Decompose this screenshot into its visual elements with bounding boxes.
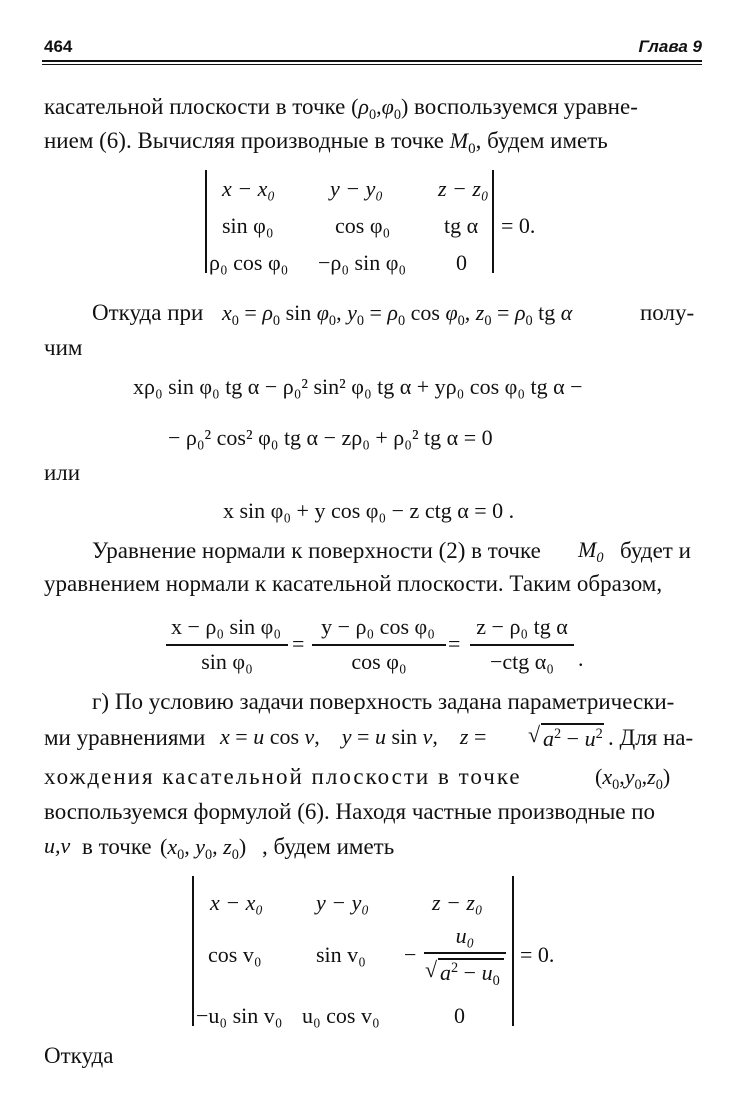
- para4-line2: уравнением нормали к касательной плоскости. Таким образом,: [44, 571, 663, 596]
- para5-line5-a: в точке: [82, 834, 152, 859]
- det2-r3c3: 0: [454, 1003, 465, 1028]
- para3-word: или: [44, 460, 81, 485]
- para5-vars: u,v: [44, 833, 71, 858]
- para4-line1-a: Уравнение нормали к поверхности (2) в точке: [92, 538, 541, 563]
- eq4-eq2: =: [448, 631, 461, 656]
- para1-line1: касательной плоскости в точке $(\rho_0,\varphi_0)$ воспользуемся уравне-: [44, 94, 638, 123]
- para4-line1-b: будет и: [620, 538, 691, 563]
- det1-equals: = 0.: [501, 213, 536, 238]
- det2-r3c1: −u₀ sin v₀: [196, 1003, 283, 1028]
- det1-r2c3: tg α: [444, 213, 479, 238]
- eq4-num2: y − ρ₀ cos φ₀: [321, 614, 435, 639]
- eq4-num1: x − ρ₀ sin φ₀: [170, 614, 282, 639]
- para5-sqrt-sign: √: [528, 722, 541, 747]
- det2-sqrt-arg: $a^2 - u_0$: [440, 960, 500, 989]
- det1-r3c2: −ρ₀ sin φ₀: [318, 250, 407, 275]
- det2-equals: = 0.: [520, 942, 555, 967]
- det1-left-bar: [205, 170, 207, 273]
- det2-r1c1: x − x₀: [210, 890, 264, 915]
- para1-line2: нием (6). Вычисляя производные в точке $M_0$, будем иметь: [44, 128, 608, 158]
- page-number: 464: [44, 37, 73, 56]
- eq2-line2: − ρ₀² cos² φ₀ tg α − zρ₀ + ρ₀² tg α = 0: [168, 425, 493, 450]
- det2-right-bar: [512, 876, 514, 1026]
- para1-line1-text-b: воспользуемся уравне-: [408, 94, 638, 119]
- det1-right-bar: [492, 170, 494, 273]
- det2-sqrt-sign: √: [425, 957, 438, 982]
- det2-left-bar: [192, 876, 194, 1026]
- header-rule-thin: [42, 64, 702, 65]
- para1-line2-text-a: нием (6). Вычисляя производные в точке: [44, 128, 450, 153]
- det1-r2c1: sin φ₀: [222, 213, 274, 238]
- det1-r3c3: 0: [456, 250, 467, 275]
- para5-line4: воспользуемся формулой (6). Находя частные производные по: [44, 799, 656, 824]
- eq4-den2: cos φ₀: [351, 649, 407, 674]
- eq4-num3: z − ρ₀ tg α: [476, 614, 568, 639]
- para5-line3-a: хождения касательной плоскости в точке: [44, 764, 522, 789]
- det1-r2c2: cos φ₀: [335, 213, 391, 238]
- det1-r1c1: x − x₀: [222, 176, 276, 201]
- para5-param-eqs: x = u cos v, y = u sin v, z =: [220, 724, 487, 749]
- eq4-eq1: =: [292, 631, 305, 656]
- eq3-formula: x sin φ₀ + y cos φ₀ − z ctg α = 0 .: [223, 498, 515, 523]
- det2-r1c3: z − z₀: [432, 890, 483, 915]
- para5-line5-b: , будем иметь: [262, 834, 395, 859]
- det1-r1c3: z − z₀: [438, 176, 489, 201]
- para2-conditions: $x_0 = \rho_0$ $\sin \varphi_0$, $y_0 = \rho_0$ $\cos \varphi_0$, $z_0 = \rho_0$ tg α: [222, 300, 573, 329]
- para2-line2: чим: [44, 335, 83, 360]
- para5-sqrt-bar: [541, 723, 604, 725]
- det2-r1c2: y − y₀: [316, 890, 370, 915]
- para1-line2-text-b: , будем иметь: [475, 128, 608, 153]
- det2-r2c1: cos v₀: [208, 942, 262, 967]
- header-rule-thick: [42, 60, 702, 62]
- para2-lead: Откуда при: [92, 300, 204, 325]
- para2-trail: полу-: [640, 300, 695, 325]
- para5-line2-a: ми уравнениями: [44, 725, 206, 750]
- det2-r2c3-num: u₀: [455, 923, 475, 948]
- det2-r2c3-minus: −: [404, 942, 417, 967]
- para1-line1-text-a: касательной плоскости в точке: [44, 94, 352, 119]
- para5-point2: ($x_0$, $y_0$, $z_0$): [160, 834, 247, 863]
- para5-point: $(x_0,y_0,z_0)$: [595, 764, 671, 793]
- det2-r2c3-fracline: [424, 952, 506, 954]
- para6-word: Откуда: [44, 1043, 114, 1068]
- eq4-fracline2: [312, 644, 446, 646]
- para5-line2-b: . Для на-: [608, 725, 694, 750]
- chapter-title: Глава 9: [638, 37, 702, 56]
- para5-line1: г) По условию задачи поверхность задана параметрически-: [92, 689, 675, 714]
- eq2-line1: xρ₀ sin φ₀ tg α − ρ₀² sin² φ₀ tg α + yρ₀ cos φ₀ tg α −: [133, 374, 583, 399]
- det1-r3c1: ρ₀ cos φ₀: [209, 250, 289, 275]
- det2-r3c2: u₀ cos v₀: [302, 1003, 380, 1028]
- eq4-period: .: [578, 646, 584, 671]
- det2-r2c2: sin v₀: [316, 942, 366, 967]
- eq4-fracline3: [470, 644, 574, 646]
- det1-r1c2: y − y₀: [330, 176, 384, 201]
- para4-point: $M_0$: [578, 537, 604, 566]
- eq4-fracline1: [166, 644, 288, 646]
- para5-sqrt-arg: $a^2 - u^2$: [543, 726, 603, 751]
- eq4-den3: −ctg α₀: [490, 649, 554, 674]
- eq4-den1: sin φ₀: [201, 649, 253, 674]
